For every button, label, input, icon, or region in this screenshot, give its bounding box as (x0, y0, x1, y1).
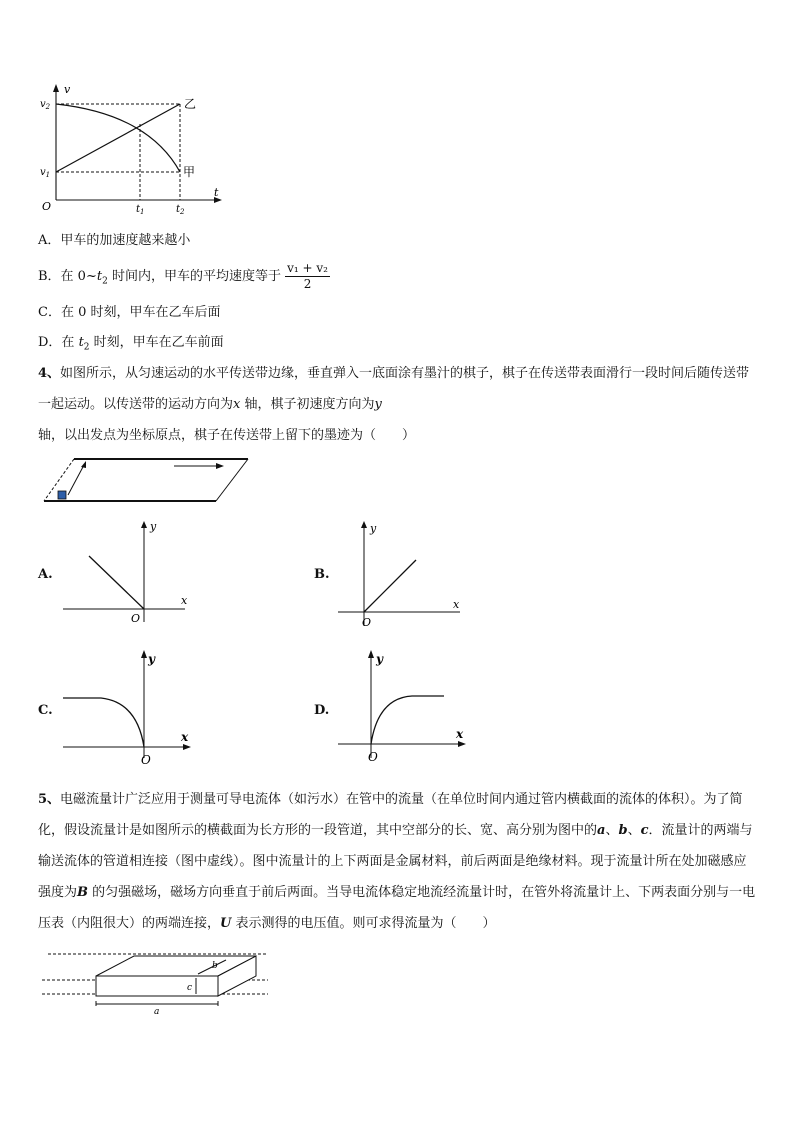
q3-option-a: A．甲车的加速度越来越小 (38, 233, 191, 248)
q3-option-b: B．在 $0\sim t_2$ 时间内，甲车的平均速度等于 $\frac{\text{v₁ + v₂}}{2}$ (38, 261, 328, 291)
q4-option-b-graph (330, 518, 480, 630)
svg-text:O: O (368, 750, 378, 764)
yi-label: 乙 (184, 97, 197, 111)
conveyor-belt-figure (38, 455, 258, 505)
svg-text:O: O (362, 616, 372, 629)
vt-graph (30, 80, 230, 215)
v-axis-label: v (64, 83, 71, 96)
t2-label: $t_2$ (176, 204, 185, 215)
initial-velocity-arrow (68, 465, 84, 495)
trace-line (364, 560, 416, 612)
q4-option-d-graph (330, 646, 480, 768)
svg-text:y: y (376, 652, 383, 666)
q4-option-a-graph (55, 518, 205, 628)
t1-label: $t_1$ (136, 204, 145, 215)
q4-option-a-label: A. (38, 567, 53, 582)
svg-text:y: y (148, 652, 155, 666)
svg-text:O: O (141, 753, 151, 767)
svg-text:x: x (453, 598, 460, 611)
v1-label: $v_1$ (40, 167, 51, 179)
v2-label: $v_2$ (40, 99, 51, 111)
q4-option-d-label: D. (314, 703, 330, 718)
flowmeter-figure (38, 948, 278, 1018)
q4-option-b-label: B. (314, 567, 330, 582)
svg-text:y: y (370, 522, 377, 535)
svg-text:x: x (456, 727, 464, 741)
q5-stem: 5、电磁流量计广泛应用于测量可导电流体（如污水）在管中的流量（在单位时间内通过管内横截面的流体的体积）。为了简化，假设流量计是如图所示的横截面为长方形的一段管道，其中空部分的长、宽、高分别为图中的a、b、c．流量计的两端与输送流体的管道相连接（图中虚线）。图中流量计的上下两面是金属材料，前后两面是绝缘材料。现于流量计所在处加磁感应强度为B 的匀强磁场，磁场方向垂直于前后两面。当导电流体稳定地流经流量计时，在管外将流量计上、下两表面分别与一电压表（内阻很大）的两端连接，U 表示测得的电压值。则可求得流量为（ ） (38, 792, 756, 931)
q4-stem: 4、如图所示，从匀速运动的水平传送带边缘，垂直弹入一底面涂有墨汁的棋子，棋子在传送带表面滑行一段时间后随传送带一起运动。以传送带的运动方向为x 轴，棋子初速度方向为y 轴，以出发点为坐标原点，棋子在传送带上留下的墨迹为（ ） (38, 366, 750, 443)
q3-option-c: C．在 0 时刻，甲车在乙车后面 (38, 305, 221, 320)
jia-label: 甲 (183, 165, 196, 179)
chess-piece (58, 491, 66, 499)
trace-curve (63, 698, 144, 747)
q4-option-c-graph (55, 646, 205, 768)
trace-curve (371, 696, 444, 744)
t-axis-label: t (214, 186, 219, 199)
q3-option-d: D．在 $t_2$ 时刻，甲车在乙车前面 (38, 335, 224, 353)
svg-text:y: y (150, 520, 157, 533)
svg-text:x: x (181, 594, 188, 607)
origin-label: O (42, 200, 52, 213)
svg-text:O: O (131, 612, 141, 625)
svg-text:b: b (212, 961, 218, 971)
line-yi (56, 104, 180, 172)
svg-text:c: c (187, 983, 193, 993)
q4-option-c-label: C. (38, 703, 53, 718)
svg-text:a: a (154, 1007, 160, 1017)
svg-text:x: x (181, 730, 189, 744)
trace-line (89, 556, 144, 609)
avg-velocity-fraction: $\frac{\text{v₁ + v₂}}{2}$ (287, 261, 328, 291)
